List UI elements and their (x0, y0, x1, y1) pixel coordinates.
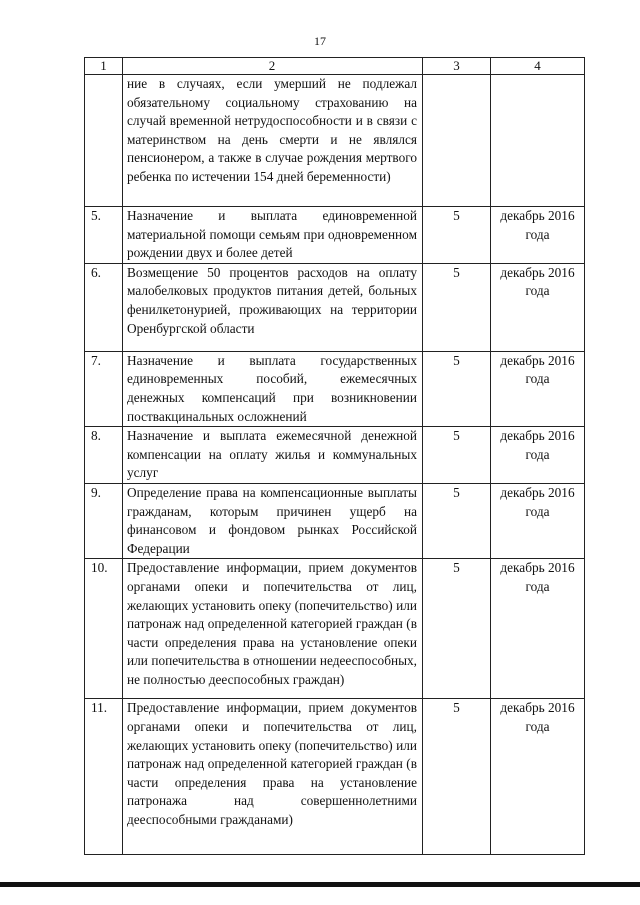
header-col-3: 3 (423, 58, 491, 75)
table-row (85, 75, 585, 207)
table-row (85, 559, 585, 699)
row-deadline: декабрь 2016 года (491, 207, 585, 264)
row-number (85, 75, 123, 207)
row-number: 6. (85, 263, 123, 351)
table-row (85, 483, 585, 558)
row-number: 10. (85, 559, 123, 699)
table-row (85, 699, 585, 855)
row-number: 5. (85, 207, 123, 264)
row-description: Назначение и выплата государственных единовременных пособий, ежемесячных денежных компенсаций при возникновении поствакцинальных осложнений (123, 351, 423, 426)
row-number: 11. (85, 699, 123, 855)
row-col3: 5 (423, 207, 491, 264)
row-deadline: декабрь 2016 года (491, 699, 585, 855)
row-number: 9. (85, 483, 123, 558)
row-deadline: декабрь 2016 года (491, 483, 585, 558)
table-row (85, 427, 585, 484)
row-description: Назначение и выплата ежемесячной денежной компенсации на оплату жилья и коммунальных услуг (123, 427, 423, 484)
header-col-2: 2 (123, 58, 423, 75)
row-description: Назначение и выплата единовременной материальной помощи семьям при одновременном рождении двух и более детей (123, 207, 423, 264)
row-number: 8. (85, 427, 123, 484)
row-col3: 5 (423, 351, 491, 426)
row-deadline (491, 75, 585, 207)
table-row (85, 351, 585, 426)
row-description: Определение права на компенсационные выплаты гражданам, которым причинен ущерб на финансовом и фондовом рынках Российской Федерации (123, 483, 423, 558)
header-col-4: 4 (491, 58, 585, 75)
row-col3: 5 (423, 427, 491, 484)
table-row (85, 207, 585, 264)
row-description: Предоставление информации, прием документов органами опеки и попечительства от лиц, желающих установить опеку (попечительство) или патронаж над определенной категорией граждан (в части определения права на установление патронажа над совершеннолетними дееспособными гражданами) (123, 699, 423, 855)
row-col3: 5 (423, 263, 491, 351)
row-deadline: декабрь 2016 года (491, 427, 585, 484)
table-row (85, 263, 585, 351)
row-description: Предоставление информации, прием документов органами опеки и попечительства от лиц, желающих установить опеку (попечительство) или патронаж над определенной категорией граждан (в части определения права на установление опеки или попечительства в отношении недееспособных, не полностью дееспособных граждан) (123, 559, 423, 699)
row-deadline: декабрь 2016 года (491, 351, 585, 426)
row-deadline: декабрь 2016 года (491, 559, 585, 699)
row-description: Возмещение 50 процентов расходов на оплату малобелковых продуктов питания детей, больных фенилкетонурией, проживающих на территории Оренбургской области (123, 263, 423, 351)
header-col-1: 1 (85, 58, 123, 75)
row-col3: 5 (423, 483, 491, 558)
row-description: ние в случаях, если умерший не подлежал обязательному социальному страхованию на случай временной нетрудоспособности и в связи с материнством на день смерти и не являлся пенсионером, а также в случае рождения мертвого ребенка по истечении 154 дней беременности) (123, 75, 423, 207)
row-number: 7. (85, 351, 123, 426)
bottom-border-line (0, 882, 640, 887)
row-deadline: декабрь 2016 года (491, 263, 585, 351)
row-col3: 5 (423, 559, 491, 699)
row-col3: 5 (423, 699, 491, 855)
row-col3 (423, 75, 491, 207)
services-table (84, 57, 585, 855)
page-number: 17 (314, 34, 326, 48)
table-header-row (85, 58, 585, 75)
